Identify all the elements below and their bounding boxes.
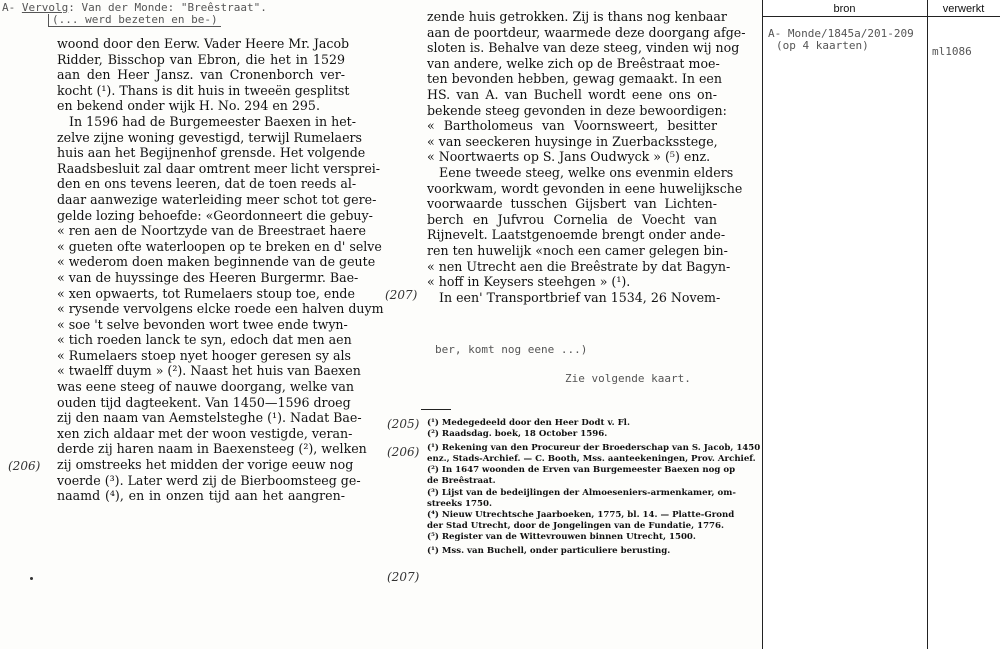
footnote-line: (¹) Medegedeeld door den Heer Dodt v. Fl. [427, 418, 630, 428]
bron-note: (op 4 kaarten) [776, 39, 869, 52]
text-line: « rysende vervolgens elcke roede een halven duym [57, 301, 384, 317]
footnote-line: streeks 1750. [427, 498, 492, 509]
text-line: berch en Jufvrou Cornelia de Voecht van [427, 211, 717, 227]
text-line: ouden tijd dagteekent. Van 1450—1596 droeg [57, 394, 351, 410]
margin-number: (207) [385, 288, 418, 302]
footnote-line: der Stad Utrecht, door de Jongelingen van de Fundatie, 1776. [427, 520, 725, 531]
text-line: zelve zijne woning gevestigd, terwijl Rumelaers [57, 129, 362, 145]
text-line: woond door den Eerw. Vader Heere Mr. Jacob [57, 36, 350, 51]
text-line: ren ten huwelijk «noch een camer gelegen bin- [427, 242, 728, 258]
text-line: « wederom doen maken beginnende van de geute [57, 254, 376, 270]
text-line: huis aan het Begijnenhof grensde. Het volgende [57, 145, 366, 161]
text-line: « soe 't selve bevonden wort twee ende twyn- [57, 316, 348, 332]
text-line: voorwaarde tusschen Gijsbert van Lichten- [427, 196, 717, 212]
text-line: Rijnevelt. Laatstgenoemde brengt onder ande- [427, 227, 726, 243]
footnote-line: (²) In 1647 woonden de Erven van Burgemeester Baexen nog op [427, 465, 736, 476]
verwerkt-value: ml1086 [932, 45, 972, 58]
text-line: « xen opwaerts, tot Rumelaers stoup toe, ende [57, 285, 355, 301]
text-line: daar aanwezige waterleiding meer schot tot gere- [57, 191, 377, 207]
footnote-divider [421, 409, 451, 410]
panel-column-divider [927, 0, 928, 649]
footnotes [427, 418, 761, 557]
footnote-line: (⁴) Nieuw Utrechtsche Jaarboeken, 1775, bl. 14. — Platte-Grond [427, 509, 735, 520]
text-line: bekende steeg gevonden in deze bewoordigen: [427, 102, 727, 118]
text-line: den en ons tevens leeren, dat de toen reeds al- [57, 176, 357, 192]
text-line: zende huis getrokken. Zij is thans nog kenbaar [427, 9, 727, 24]
header-prefix: A- [2, 1, 16, 14]
text-line: « nen Utrecht aen die Breêstrate by dat Bagyn- [427, 258, 731, 274]
text-line: « Rumelaers stoep nyet hooger geresen sy als [57, 347, 351, 363]
column-header-bron: bron [833, 3, 856, 15]
margin-number: (206) [8, 459, 41, 473]
text-line: zij omstreeks het midden der vorige eeuw nog [57, 457, 354, 473]
text-line: derde zij haren naam in Baexensteeg (²), welken [57, 441, 367, 457]
typed-continuation: ber, komt nog eene ...) [435, 343, 588, 356]
text-line: « tich roeden lanck te syn, edoch dat men aen [57, 332, 352, 348]
text-line: ten bevonden hebben, gewag gemaakt. In een [427, 71, 722, 87]
text-line: zij den naam van Aemstelsteghe (¹). Nadat Bae- [57, 410, 362, 426]
metadata-panel [762, 0, 1000, 649]
text-line: aan den Heer Jansz. van Cronenborch ver- [57, 67, 345, 83]
text-line: en bekend onder wijk H. No. 294 en 295. [57, 98, 320, 114]
footnote-line: enz., Stads-Archief. — C. Booth, Mss. aanteekeningen, Prov. Archief. [427, 454, 756, 465]
left-text-column [57, 36, 384, 504]
text-line: In 1596 had de Burgemeester Baexen in het- [69, 113, 356, 129]
header-subtitle: (... werd bezeten en be-) [48, 14, 221, 27]
footnote-line: (¹) Rekening van den Procureur der Broederschap van S. Jacob, 1450 [427, 443, 761, 454]
typed-next-card-note: Zie volgende kaart. [565, 372, 691, 385]
footnote-line: (⁵) Register van de Wittevrouwen binnen Utrecht, 1500. [427, 531, 696, 542]
right-text-column [427, 9, 746, 305]
text-line: voorkwam, wordt gevonden in eene huwelijksche [427, 180, 743, 196]
text-line: naamd (⁴), en in onzen tijd aan het aangren- [57, 488, 345, 504]
footnote-line: de Breêstraat. [427, 476, 496, 487]
text-line: HS. van A. van Buchell wordt eene ons on- [427, 86, 717, 102]
text-line: xen zich aldaar met der woon vestigde, veran- [57, 425, 353, 441]
text-line: was eene steeg of nauwe doorgang, welke van [57, 379, 355, 395]
text-line: « van de huyssinge des Heeren Burgermr. Bae- [57, 269, 359, 285]
margin-number: (207) [387, 570, 420, 584]
text-line: aan de poortdeur, waarmede deze doorgang afge- [427, 24, 746, 40]
text-line: kocht (¹). Thans is dit huis in tweeën gesplitst [57, 82, 350, 98]
panel-border-left [762, 0, 763, 649]
footnote-line: (³) Lijst van de bedeijlingen der Almoeseniers-armenkamer, om- [427, 487, 736, 498]
text-line: In een' Transportbrief van 1534, 26 Novem- [439, 289, 721, 305]
text-line: « ren aen de Noortzyde van de Breestraet haere [57, 223, 366, 239]
text-line: « van seeckeren huysinge in Zuerbacksstege, [427, 133, 718, 149]
text-line: « twaelff duym » (²). Naast het huis van Baexen [57, 363, 361, 379]
text-line: « hoff in Keysers steehgen » (¹). [427, 274, 631, 290]
column-header-verwerkt: verwerkt [942, 3, 985, 15]
footnote-line: (¹) Mss. van Buchell, onder particuliere berusting. [427, 546, 671, 557]
footnote-line: (²) Raadsdag. boek, 18 October 1596. [427, 429, 608, 440]
header-vervolg: Vervolg [21, 1, 69, 14]
margin-number: (205) [387, 417, 420, 431]
text-line: sloten is. Behalve van deze steeg, vinden wij nog [427, 40, 740, 56]
text-line: Eene tweede steeg, welke ons evenmin elders [439, 164, 734, 180]
text-line: « gueten ofte waterloopen op te breken en d' selve [57, 238, 382, 254]
bron-reference: A- Monde/1845a/201-209 [768, 27, 914, 40]
text-line: « Noortwaerts op S. Jans Oudwyck » (⁵) enz. [427, 149, 711, 165]
text-line: gelde lozing behoefde: «Geordonneert die gebuy- [57, 207, 373, 223]
text-line: Raadsbesluit zal daar omtrent meer licht versprei- [57, 160, 381, 176]
panel-header-rule [762, 16, 1000, 17]
margin-number: (206) [387, 445, 420, 459]
text-line: voerde (³). Later werd zij de Bierboomsteeg ge- [57, 472, 361, 488]
text-line: Ridder, Bisschop van Ebron, die het in 1529 [57, 51, 345, 67]
text-line: « Bartholomeus van Voornsweert, besitter [427, 118, 717, 134]
text-line: van andere, welke zich op de Breêstraat moe- [427, 55, 720, 71]
header-title: : Van der Monde: "Breêstraat". [68, 1, 267, 14]
scan-speck [30, 577, 33, 580]
